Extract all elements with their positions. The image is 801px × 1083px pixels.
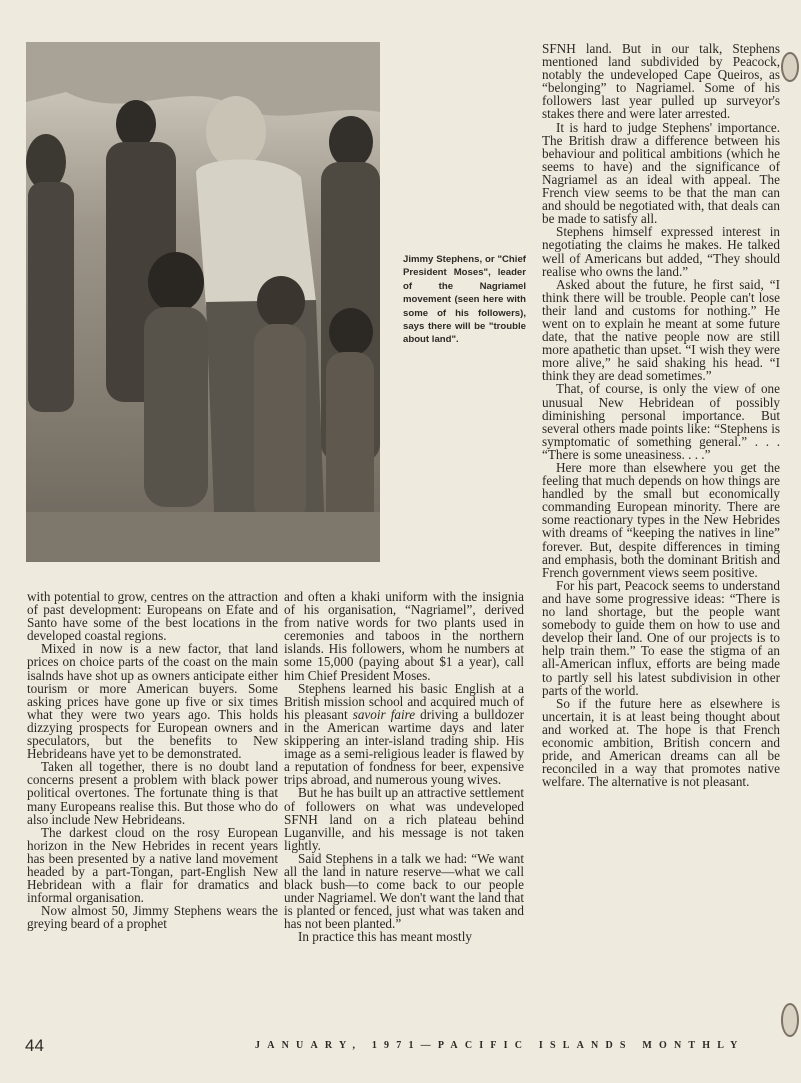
paragraph: SFNH land. But in our talk, Stephens mentioned land subdivided by Peacock, notably the undeveloped Cape Queiros, as “belonging” to Nagriamel. Some of his followers last year pulled up surveyor's stakes there and were later arrested.	[542, 41, 780, 122]
paragraph: But he has built up an attractive settlement of followers on what was undeveloped SFNH land on a rich plateau behind Luganville, and his message is not taken lightly.	[284, 785, 524, 853]
page-footer	[0, 1033, 801, 1073]
photo-caption: Jimmy Stephens, or "Chief President Moses", leader of the Nagriamel movement (seen here with some of his followers), says there will be "trouble about land".	[403, 254, 526, 346]
paragraph: and often a khaki uniform with the insignia of his organisation, “Nagriamel”, derived from native words for two plants used in ceremonies and taboos in the northern islands. His followers, whom he numbers at some 15,000 (paying about $1 a year), call him Chief President Moses.	[284, 589, 524, 683]
italic-phrase: savoir faire	[352, 706, 416, 722]
binding-mark-top	[781, 52, 799, 82]
paragraph-text: Stephens learned his basic English at a British mission school and acquired much of his pleasant	[284, 680, 524, 722]
paragraph: So if the future here as elsewhere is uncertain, it is at least being thought about and worked at. The hope is that French economic ambition, British concern and pride, and American dreams can all be reconciled in a way that promotes native welfare. The alternative is not pleasant.	[542, 695, 780, 790]
paragraph: That, of course, is only the view of one unusual New Hebridean of possibly diminishing personal importance. But several others made points like: “Stephens is symptomatic of something general.” . . . “There is some uneasiness. . . .”	[542, 381, 780, 462]
photograph-icon	[26, 42, 380, 562]
paragraph: For his part, Peacock seems to understand and have some progressive ideas: “There is no land shortage, but the people want somebody to guide them on how to use and develop their land. One of our projects is to help train them.” To ease the stigma of an all-American influx, efforts are being made to partly sell his latest subdivision in other parts of the world.	[542, 577, 780, 698]
photograph	[26, 42, 380, 562]
binding-mark-bottom	[781, 1003, 799, 1037]
paragraph: Said Stephens in a talk we had: “We want all the land in nature reserve—what we call black bush—to come back to our people under Nagriamel. We don't want the land that is planted or fenced, just what was taken and has not been planted.”	[284, 850, 524, 932]
paragraph: In practice this has meant mostly	[298, 929, 472, 945]
paragraph: It is hard to judge Stephens' importance. The British draw a difference between his behaviour and political ambitions (which he seems to have) and the significance of Nagriamel as an ideal with appeal. The French view seems to be that the man can and should be negotiated with, that deals can be made to satisfy all.	[542, 119, 780, 227]
article-column-left	[27, 590, 278, 930]
article-column-middle	[284, 590, 524, 944]
running-head: JANUARY, 1971—PACIFIC ISLANDS MONTHLY	[255, 1040, 745, 1051]
page-number: 44	[25, 1036, 44, 1055]
article-column-right	[542, 42, 780, 788]
paragraph: The darkest cloud on the rosy European horizon in the New Hebrides in recent years has been presented by a native land movement headed by a part-Tongan, part-English New Hebridean with a flair for dramatics and informal organisation.	[27, 824, 278, 906]
paragraph: Here more than elsewhere you get the feeling that much depends on how things are handled by the small but economically commanding European minority. There are some reactionary types in the New Hebrides with dreams of “keeping the natives in line” forever. But, despite differences in timing and emphasis, both the dominant British and French government views seem positive.	[542, 460, 780, 580]
paragraph	[284, 682, 524, 787]
paragraph: with potential to grow, centres on the attraction of past development: Europeans on Efate and Santo have some of the best locations in the developed coastal regions.	[27, 589, 278, 644]
paragraph: Now almost 50, Jimmy Stephens wears the greying beard of a prophet	[27, 903, 278, 932]
paragraph: Stephens himself expressed interest in negotiating the claims he makes. He talked well of Americans but added, “They should realise who owns the land.”	[542, 224, 780, 279]
paragraph: Taken all together, there is no doubt land concerns present a problem with black power political overtones. The fortunate thing is that many Europeans realise this. But those who do also include New Hebrideans.	[27, 759, 278, 827]
paragraph: Mixed in now is a new factor, that land prices on choice parts of the coast on the main isalnds have shot up as owners anticipate either tourism or more American buyers. Some asking prices have gone up five or six times what they were two years ago. This holds dizzying prospects for European owners and speculators, but the benefits to New Hebrideans have yet to be demonstrated.	[27, 641, 278, 762]
paragraph-text: driving a bulldozer in the American wartime days and later skippering an inter-island trading ship. His image as a semi-religious leader is flawed by a reputation of fondness for beer, expensive trips abroad, and numerous young wives.	[284, 706, 524, 788]
paragraph: Asked about the future, he first said, “I think there will be trouble. People can't lose their land and customs for nothing.” He went on to explain he meant at some future date, that the native people now are still more apathetic than upset. “I wish they were more alive,” he said shaking his head. “I think they are dead sometimes.”	[542, 276, 780, 384]
